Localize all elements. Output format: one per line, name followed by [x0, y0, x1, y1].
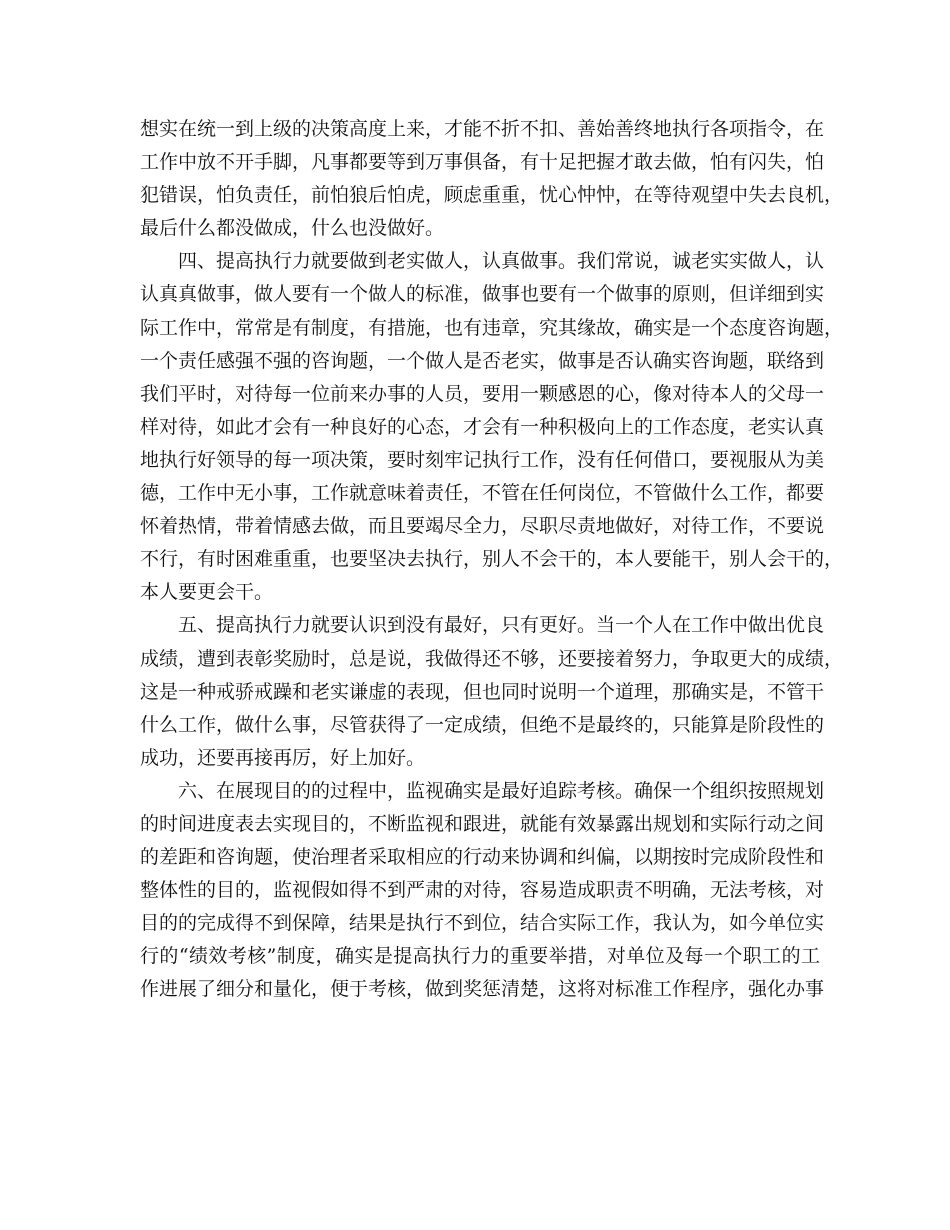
text-line: 成功，还要再接再厉，好上加好。: [140, 746, 426, 769]
text-line: 怀着热情，带着情感去做，而且要竭尽全力，尽职尽责地做好，对待工作，不要说: [140, 515, 825, 538]
text-line: 样对待，如此才会有一种良好的心态，才会有一种积极向上的工作态度，老实认真: [140, 415, 825, 438]
text-line: 际工作中，常常是有制度，有措施，也有违章，究其缘故，确实是一个态度咨询题，: [140, 316, 844, 339]
text-line: 目的的完成得不到保障，结果是执行不到位，结合实际工作，我认为，如今单位实: [140, 912, 825, 935]
text-line: 不行，有时困难重重，也要坚决去执行，别人不会干的，本人要能干，别人会干的，: [140, 548, 844, 571]
text-line: 什么工作，做什么事，尽管获得了一定成绩，但绝不是最终的，只能算是阶段性的: [140, 713, 825, 736]
text-line: 本人要更会干。: [140, 581, 274, 604]
text-line: 这是一种戒骄戒躁和老实谦虚的表现，但也同时说明一个道理，那确实是，不管干: [140, 680, 825, 703]
text-line: 六、在展现目的的过程中，监视确实是最好追踪考核。确保一个组织按照规划: [178, 779, 825, 802]
text-line: 我们平时，对待每一位前来办事的人员，要用一颗感恩的心，像对待本人的父母一: [140, 382, 825, 405]
text-line: 的时间进度表去实现目的，不断监视和跟进，就能有效暴露出规划和实际行动之间: [140, 812, 825, 835]
text-line: 认真真做事，做人要有一个做人的标准，做事也要有一个做事的原则，但详细到实: [140, 283, 825, 306]
paragraph-four: [140, 245, 844, 609]
text-line: 五、提高执行力就要认识到没有最好，只有更好。当一个人在工作中做出优良: [178, 614, 825, 637]
text-line: 作进展了细分和量化，便于考核，做到奖惩清楚，这将对标准工作程序，强化办事: [140, 978, 825, 1001]
text-line: 成绩，遭到表彰奖励时，总是说，我做得还不够，还要接着努力，争取更大的成绩，: [140, 647, 844, 670]
text-line: 的差距和咨询题，使治理者采取相应的行动来协调和纠偏，以期按时完成阶段性和: [140, 846, 825, 869]
text-line: 一个责任感强不强的咨询题，一个做人是否老实，做事是否认确实咨询题，联络到: [140, 349, 825, 372]
text-line: 工作中放不开手脚，凡事都要等到万事俱备，有十足把握才敢去做，怕有闪失，怕: [140, 151, 825, 174]
document-body: [140, 113, 844, 1007]
text-line: 四、提高执行力就要做到老实做人，认真做事。我们常说，诚老实实做人，认: [178, 250, 825, 273]
text-line: 德，工作中无小事，工作就意味着责任，不管在任何岗位，不管做什么工作，都要: [140, 482, 825, 505]
text-line: 地执行好领导的每一项决策，要时刻牢记执行工作，没有任何借口，要视服从为美: [140, 448, 825, 471]
paragraph-continued: [140, 113, 844, 245]
paragraph-six: [140, 775, 825, 1007]
text-line: 想实在统一到上级的决策高度上来，才能不折不扣、善始善终地执行各项指令，在: [140, 118, 825, 140]
text-line: 整体性的目的，监视假如得不到严肃的对待，容易造成职责不明确，无法考核，对: [140, 879, 825, 902]
text-line: 犯错误，怕负责任，前怕狼后怕虎，顾虑重重，忧心忡忡，在等待观望中失去良机，: [140, 184, 844, 207]
text-line: 最后什么都没做成，什么也没做好。: [140, 217, 445, 240]
paragraph-five: [140, 609, 844, 774]
text-line: 行的“绩效考核”制度，确实是提高执行力的重要举措，对单位及每一个职工的工: [140, 945, 820, 968]
